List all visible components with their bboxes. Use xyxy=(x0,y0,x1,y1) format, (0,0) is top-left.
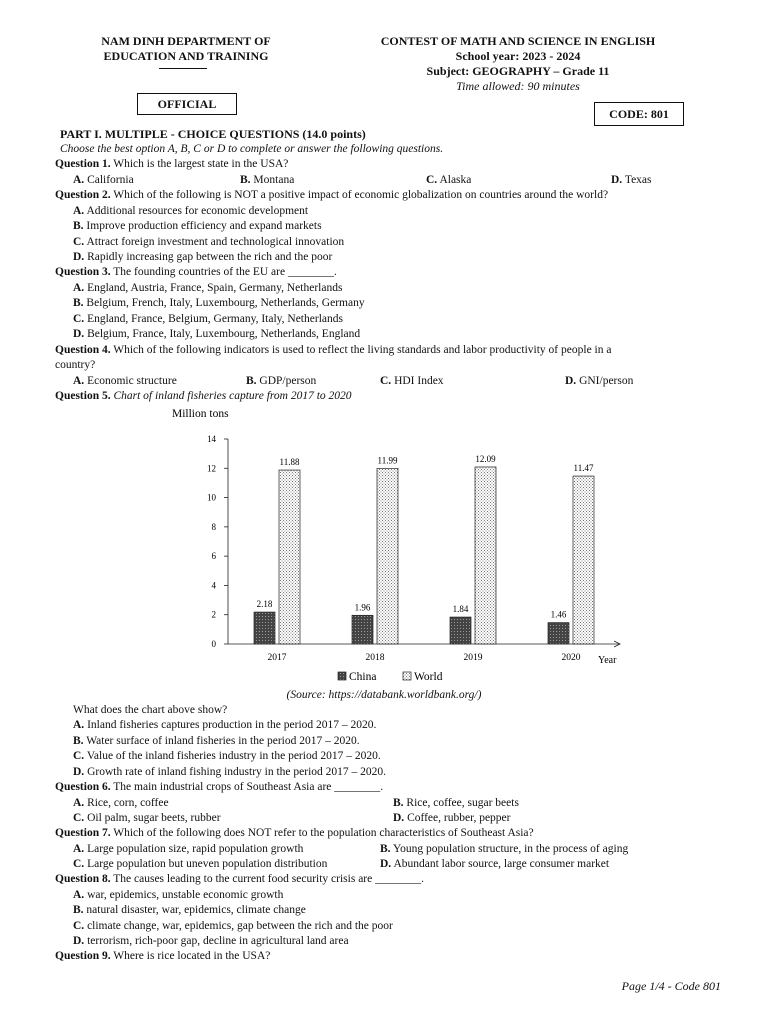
contest-title: CONTEST OF MATH AND SCIENCE IN ENGLISH xyxy=(380,34,656,48)
subject: Subject: GEOGRAPHY – Grade 11 xyxy=(426,64,610,78)
q8-option-c: C. climate change, war, epidemics, gap between the rich and the poor xyxy=(73,920,393,932)
q3-option-c: C. England, France, Belgium, Germany, Italy, Netherlands xyxy=(73,313,343,325)
fisheries-chart xyxy=(160,400,640,690)
x-tick-label: 2017 xyxy=(267,653,287,663)
question-text: Which is the largest state in the USA? xyxy=(110,158,289,170)
q6-option-a: A. Rice, corn, coffee xyxy=(73,797,169,809)
code-box xyxy=(594,102,684,126)
q5-prompt: What does the chart above show? xyxy=(73,704,228,716)
bar-world xyxy=(279,470,300,644)
q6-option-d: D. Coffee, rubber, pepper xyxy=(393,812,511,824)
q7-option-d: D. Abundant labor source, large consumer market xyxy=(380,858,610,870)
legend-label-china: China xyxy=(349,671,377,683)
question-7: Question 7. Which of the following does NOT refer to the population characteristics of Southeast Asia? xyxy=(55,827,534,839)
bar-china xyxy=(548,623,569,644)
q4-option-c: C. HDI Index xyxy=(380,375,444,387)
q7-option-b: B. Young population structure, in the process of aging xyxy=(380,843,629,855)
y-tick-label: 2 xyxy=(211,609,216,620)
q5-option-a: A. Inland fisheries captures production in the period 2017 – 2020. xyxy=(73,719,377,731)
data-label-china: 1.96 xyxy=(354,602,371,613)
data-label-world: 11.99 xyxy=(377,455,398,466)
header-divider xyxy=(159,68,207,69)
q5-option-c: C. Value of the inland fisheries industry in the period 2017 – 2020. xyxy=(73,750,381,762)
question-5: Question 5. Chart of inland fisheries capture from 2017 to 2020 xyxy=(55,390,352,402)
q2-option-c: C. Attract foreign investment and technological innovation xyxy=(73,236,345,248)
y-tick-label: 8 xyxy=(211,521,216,532)
bar-world xyxy=(475,467,496,644)
question-3: Question 3. The founding countries of the EU are ________. xyxy=(55,266,337,278)
q4-option-a: A. Economic structure xyxy=(73,375,177,387)
data-label-world: 11.47 xyxy=(573,463,594,474)
data-label-world: 11.88 xyxy=(279,457,300,468)
q1-option-c: C. Alaska xyxy=(426,174,472,186)
q5-option-d: D. Growth rate of inland fishing industry in the period 2017 – 2020. xyxy=(73,766,387,778)
q3-option-a: A. England, Austria, France, Spain, Germany, Netherlands xyxy=(73,282,343,294)
chart-ylabel: Million tons xyxy=(172,408,229,420)
question-4-continued: country? xyxy=(55,359,96,371)
bar-world xyxy=(377,468,398,644)
x-tick-label: 2020 xyxy=(561,653,581,663)
question-2: Question 2. Which of the following is NOT a positive impact of economic globalization on countries around the world? xyxy=(55,189,609,201)
data-label-world: 12.09 xyxy=(475,453,496,464)
bar-china xyxy=(254,612,275,644)
data-label-china: 1.84 xyxy=(452,604,469,615)
bar-world xyxy=(573,476,594,644)
y-tick-label: 10 xyxy=(207,492,216,503)
q8-option-b: B. natural disaster, war, epidemics, climate change xyxy=(73,904,306,916)
data-label-china: 1.46 xyxy=(550,609,567,620)
department-line-2: EDUCATION AND TRAINING xyxy=(103,49,269,63)
q6-option-c: C. Oil palm, sugar beets, rubber xyxy=(73,812,221,824)
y-tick-label: 14 xyxy=(207,434,216,444)
q5-option-b: B. Water surface of inland fisheries in the period 2017 – 2020. xyxy=(73,735,360,747)
question-9: Question 9. Where is rice located in the USA? xyxy=(55,950,271,962)
q8-option-d: D. terrorism, rich-poor gap, decline in agricultural land area xyxy=(73,935,349,947)
q1-option-b: B. Montana xyxy=(240,174,295,186)
question-label: Question 1. xyxy=(55,158,111,170)
q7-option-a: A. Large population size, rapid population growth xyxy=(73,843,304,855)
q6-option-b: B. Rice, coffee, sugar beets xyxy=(393,797,519,809)
exam-code: CODE: 801 xyxy=(609,107,669,121)
q7-option-c: C. Large population but uneven population distribution xyxy=(73,858,328,870)
department-block xyxy=(62,34,310,64)
y-tick-label: 4 xyxy=(211,580,216,591)
y-tick-label: 6 xyxy=(211,551,216,562)
bar-china xyxy=(352,615,373,644)
q2-option-d: D. Rapidly increasing gap between the rich and the poor xyxy=(73,251,333,263)
instruction: Choose the best option A, B, C or D to complete or answer the following questions. xyxy=(60,143,444,155)
contest-block xyxy=(340,34,696,94)
question-6: Question 6. The main industrial crops of Southeast Asia are ________. xyxy=(55,781,384,793)
q2-option-a: A. Additional resources for economic development xyxy=(73,205,309,217)
chart-plot-area xyxy=(207,434,620,663)
x-tick-label: 2018 xyxy=(365,653,385,663)
department-line-1: NAM DINH DEPARTMENT OF xyxy=(101,34,271,48)
page-footer: Page 1/4 - Code 801 xyxy=(621,979,721,993)
q3-option-d: D. Belgium, France, Italy, Luxembourg, Netherlands, England xyxy=(73,328,361,340)
x-tick-label: 2019 xyxy=(463,653,483,663)
q2-option-b: B. Improve production efficiency and expand markets xyxy=(73,220,322,232)
school-year: School year: 2023 - 2024 xyxy=(455,49,581,63)
time-allowed: Time allowed: 90 minutes xyxy=(456,79,580,93)
chart-xlabel: Year xyxy=(598,655,617,666)
q3-option-b: B. Belgium, French, Italy, Luxembourg, Netherlands, Germany xyxy=(73,297,365,309)
legend-swatch-world xyxy=(403,672,411,680)
official-box xyxy=(137,93,237,115)
chart-legend xyxy=(338,671,443,683)
q1-option-a: A. California xyxy=(73,174,134,186)
y-tick-label: 12 xyxy=(207,463,216,474)
q1-option-d: D. Texas xyxy=(611,174,652,186)
q8-option-a: A. war, epidemics, unstable economic growth xyxy=(73,889,284,901)
bar-china xyxy=(450,617,471,644)
question-4: Question 4. Which of the following indicators is used to reflect the living standards and labor productivity of people in a xyxy=(55,344,612,356)
legend-swatch-china xyxy=(338,672,346,680)
chart-source: (Source: https://databank.worldbank.org/) xyxy=(286,689,482,701)
y-tick-label: 0 xyxy=(211,639,216,649)
q4-option-d: D. GNI/person xyxy=(565,375,634,387)
question-8: Question 8. The causes leading to the current food security crisis are ________. xyxy=(55,873,424,885)
legend-label-world: World xyxy=(414,671,443,683)
q4-option-b: B. GDP/person xyxy=(246,375,317,387)
question-1 xyxy=(55,157,288,171)
part-title: PART I. MULTIPLE - CHOICE QUESTIONS (14.0 points) xyxy=(60,127,366,141)
official-label: OFFICIAL xyxy=(157,97,217,111)
data-label-china: 2.18 xyxy=(256,599,273,610)
